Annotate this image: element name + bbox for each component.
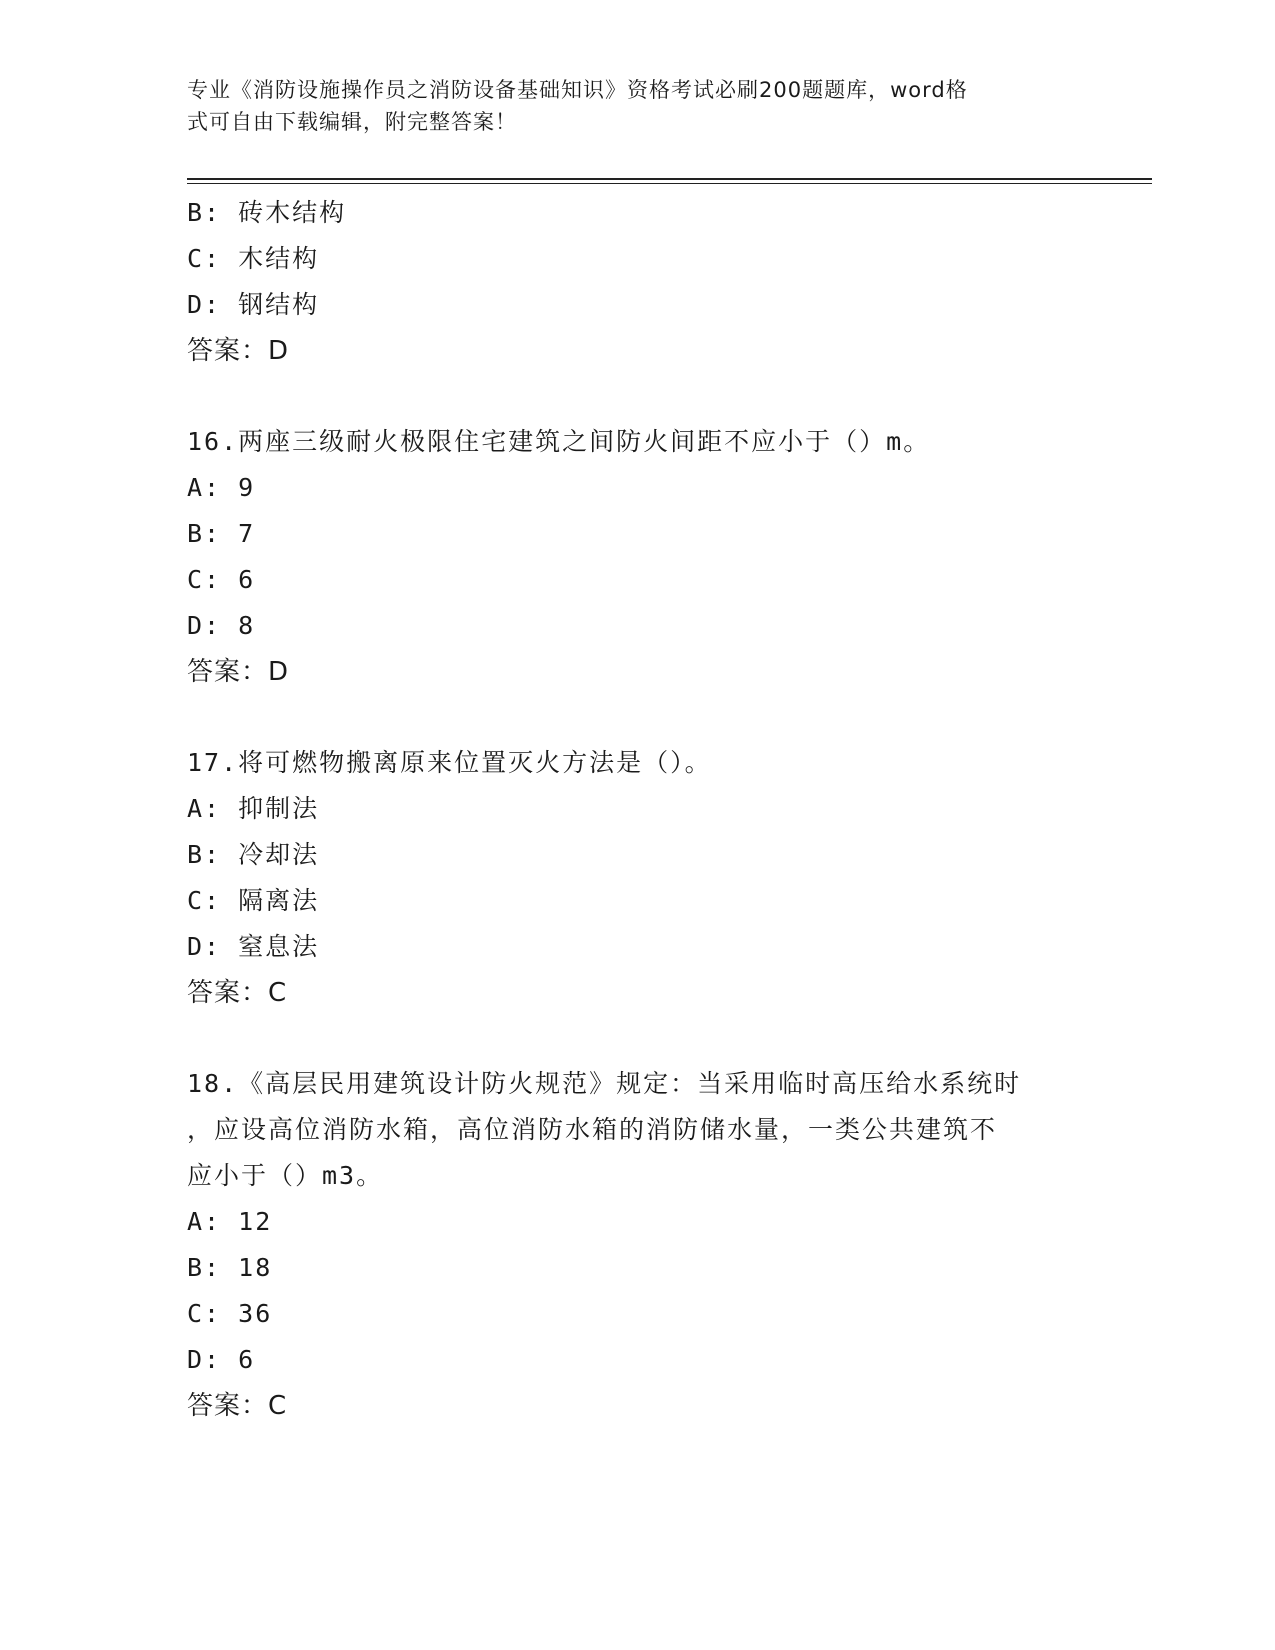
option-c: C: 木结构 (187, 244, 320, 273)
option-c: C: 隔离法 (187, 886, 320, 915)
header-divider-thin (187, 183, 1152, 184)
question-17 (187, 740, 1087, 1016)
document-header (187, 74, 1067, 138)
option-c: C: 6 (187, 565, 256, 594)
option-d: D: 8 (187, 611, 256, 640)
question-16 (187, 419, 1087, 695)
option-b: B: 冷却法 (187, 840, 320, 869)
spacer (187, 374, 1087, 419)
answer: 答案：D (187, 657, 290, 687)
header-line-2: 式可自由下载编辑，附完整答案！ (187, 110, 517, 134)
spacer (187, 1016, 1087, 1061)
question-18 (187, 1061, 1087, 1429)
option-d: D: 钢结构 (187, 290, 320, 319)
question-stem: 17.将可燃物搬离原来位置灭火方法是（）。 (187, 748, 712, 777)
option-b: B: 7 (187, 519, 256, 548)
answer: 答案：D (187, 336, 290, 366)
question-15 (187, 190, 1087, 374)
option-c: C: 36 (187, 1299, 273, 1328)
answer: 答案：C (187, 978, 288, 1008)
header-line-1: 专业《消防设施操作员之消防设备基础知识》资格考试必刷200题题库，word格 (187, 78, 968, 102)
option-a: A: 9 (187, 473, 256, 502)
question-list (187, 190, 1087, 1429)
option-b: B: 18 (187, 1253, 273, 1282)
option-b: B: 砖木结构 (187, 198, 347, 227)
question-stem-line-1: 18.《高层民用建筑设计防火规范》规定：当采用临时高压给水系统时 (187, 1069, 1022, 1098)
question-stem: 16.两座三级耐火极限住宅建筑之间防火间距不应小于（）m。 (187, 427, 931, 456)
option-d: D: 6 (187, 1345, 256, 1374)
option-a: A: 12 (187, 1207, 273, 1236)
header-divider-thick (187, 178, 1152, 180)
question-stem-line-2: ，应设高位消防水箱，高位消防水箱的消防储水量，一类公共建筑不 (187, 1115, 998, 1144)
option-a: A: 抑制法 (187, 794, 320, 823)
spacer (187, 695, 1087, 740)
question-stem-line-3: 应小于（）m3。 (187, 1161, 384, 1190)
answer: 答案：C (187, 1391, 288, 1421)
option-d: D: 窒息法 (187, 932, 320, 961)
